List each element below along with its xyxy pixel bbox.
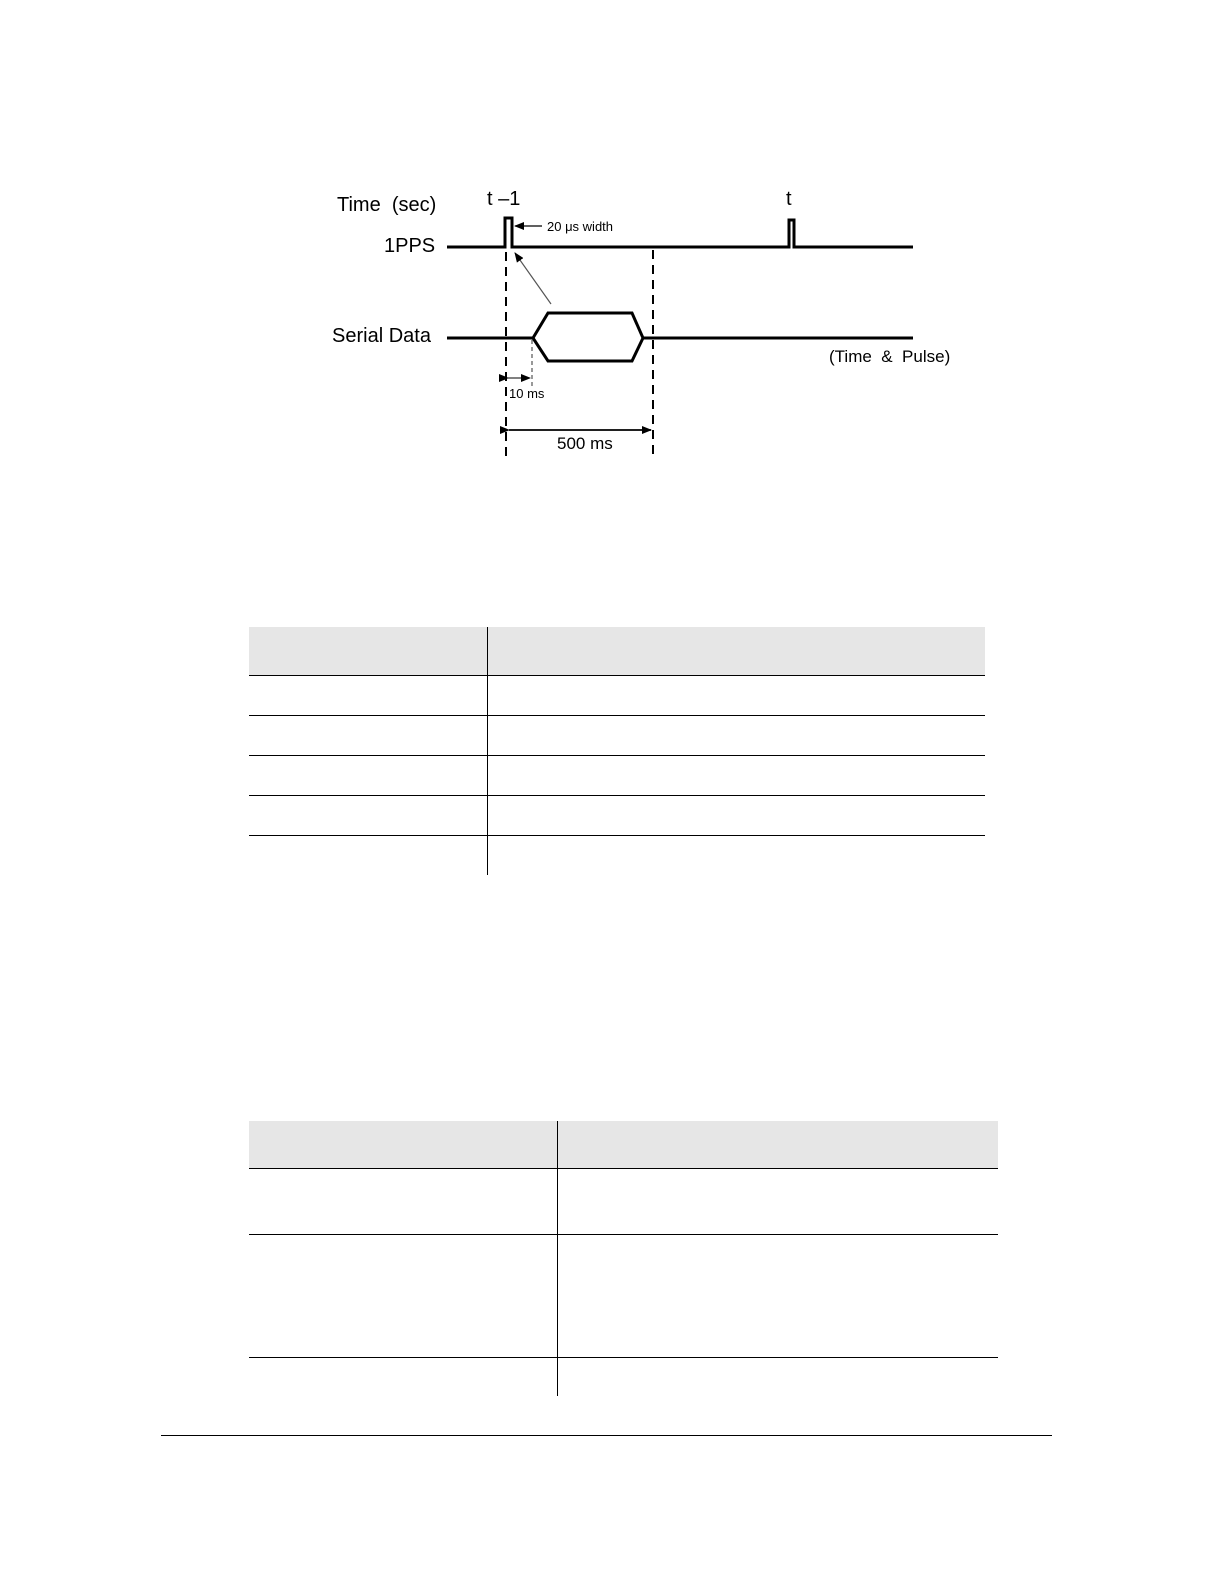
table-1 [249, 627, 985, 875]
table-cell [557, 1358, 998, 1397]
pps-waveform [447, 218, 913, 247]
table-cell [249, 796, 487, 836]
table-cell [249, 1358, 557, 1397]
table-row [249, 1235, 998, 1358]
table-cell [557, 1169, 998, 1235]
table-cell [249, 1235, 557, 1358]
table-header-cell [249, 1121, 557, 1169]
table-header-cell [557, 1121, 998, 1169]
table-row [249, 756, 985, 796]
table-cell [249, 716, 487, 756]
table-cell [249, 756, 487, 796]
window-label: 500 ms [557, 434, 613, 453]
table-row [249, 796, 985, 836]
pps-signal-label: 1PPS [384, 235, 436, 257]
table-cell [249, 1169, 557, 1235]
table-cell [487, 836, 985, 876]
timing-diagram [0, 0, 1224, 480]
pulse-width-label: 20 μs width [547, 219, 614, 234]
table-row [249, 1169, 998, 1235]
table-cell [487, 756, 985, 796]
table-cell [557, 1235, 998, 1358]
leader-arrow [515, 253, 551, 304]
table-row [249, 1358, 998, 1397]
table-2 [249, 1121, 998, 1396]
offset-label: 10 ms [509, 386, 545, 401]
time-axis-label: Time (sec) [337, 194, 437, 216]
tick-label-t-minus-1: t –1 [487, 188, 521, 210]
table-row [249, 716, 985, 756]
footer-rule [161, 1435, 1052, 1436]
table-header-row [249, 627, 985, 676]
tick-label-t: t [786, 188, 792, 210]
table-row [249, 676, 985, 716]
table-cell [249, 836, 487, 876]
time-pulse-note: (Time & Pulse) [829, 347, 951, 366]
table-header-row [249, 1121, 998, 1169]
table-row [249, 836, 985, 876]
table-header-cell [249, 627, 487, 676]
table-cell [487, 716, 985, 756]
table-cell [487, 796, 985, 836]
table-cell [487, 676, 985, 716]
table-cell [249, 676, 487, 716]
table-header-cell [487, 627, 985, 676]
serial-data-label: Serial Data [332, 325, 431, 347]
